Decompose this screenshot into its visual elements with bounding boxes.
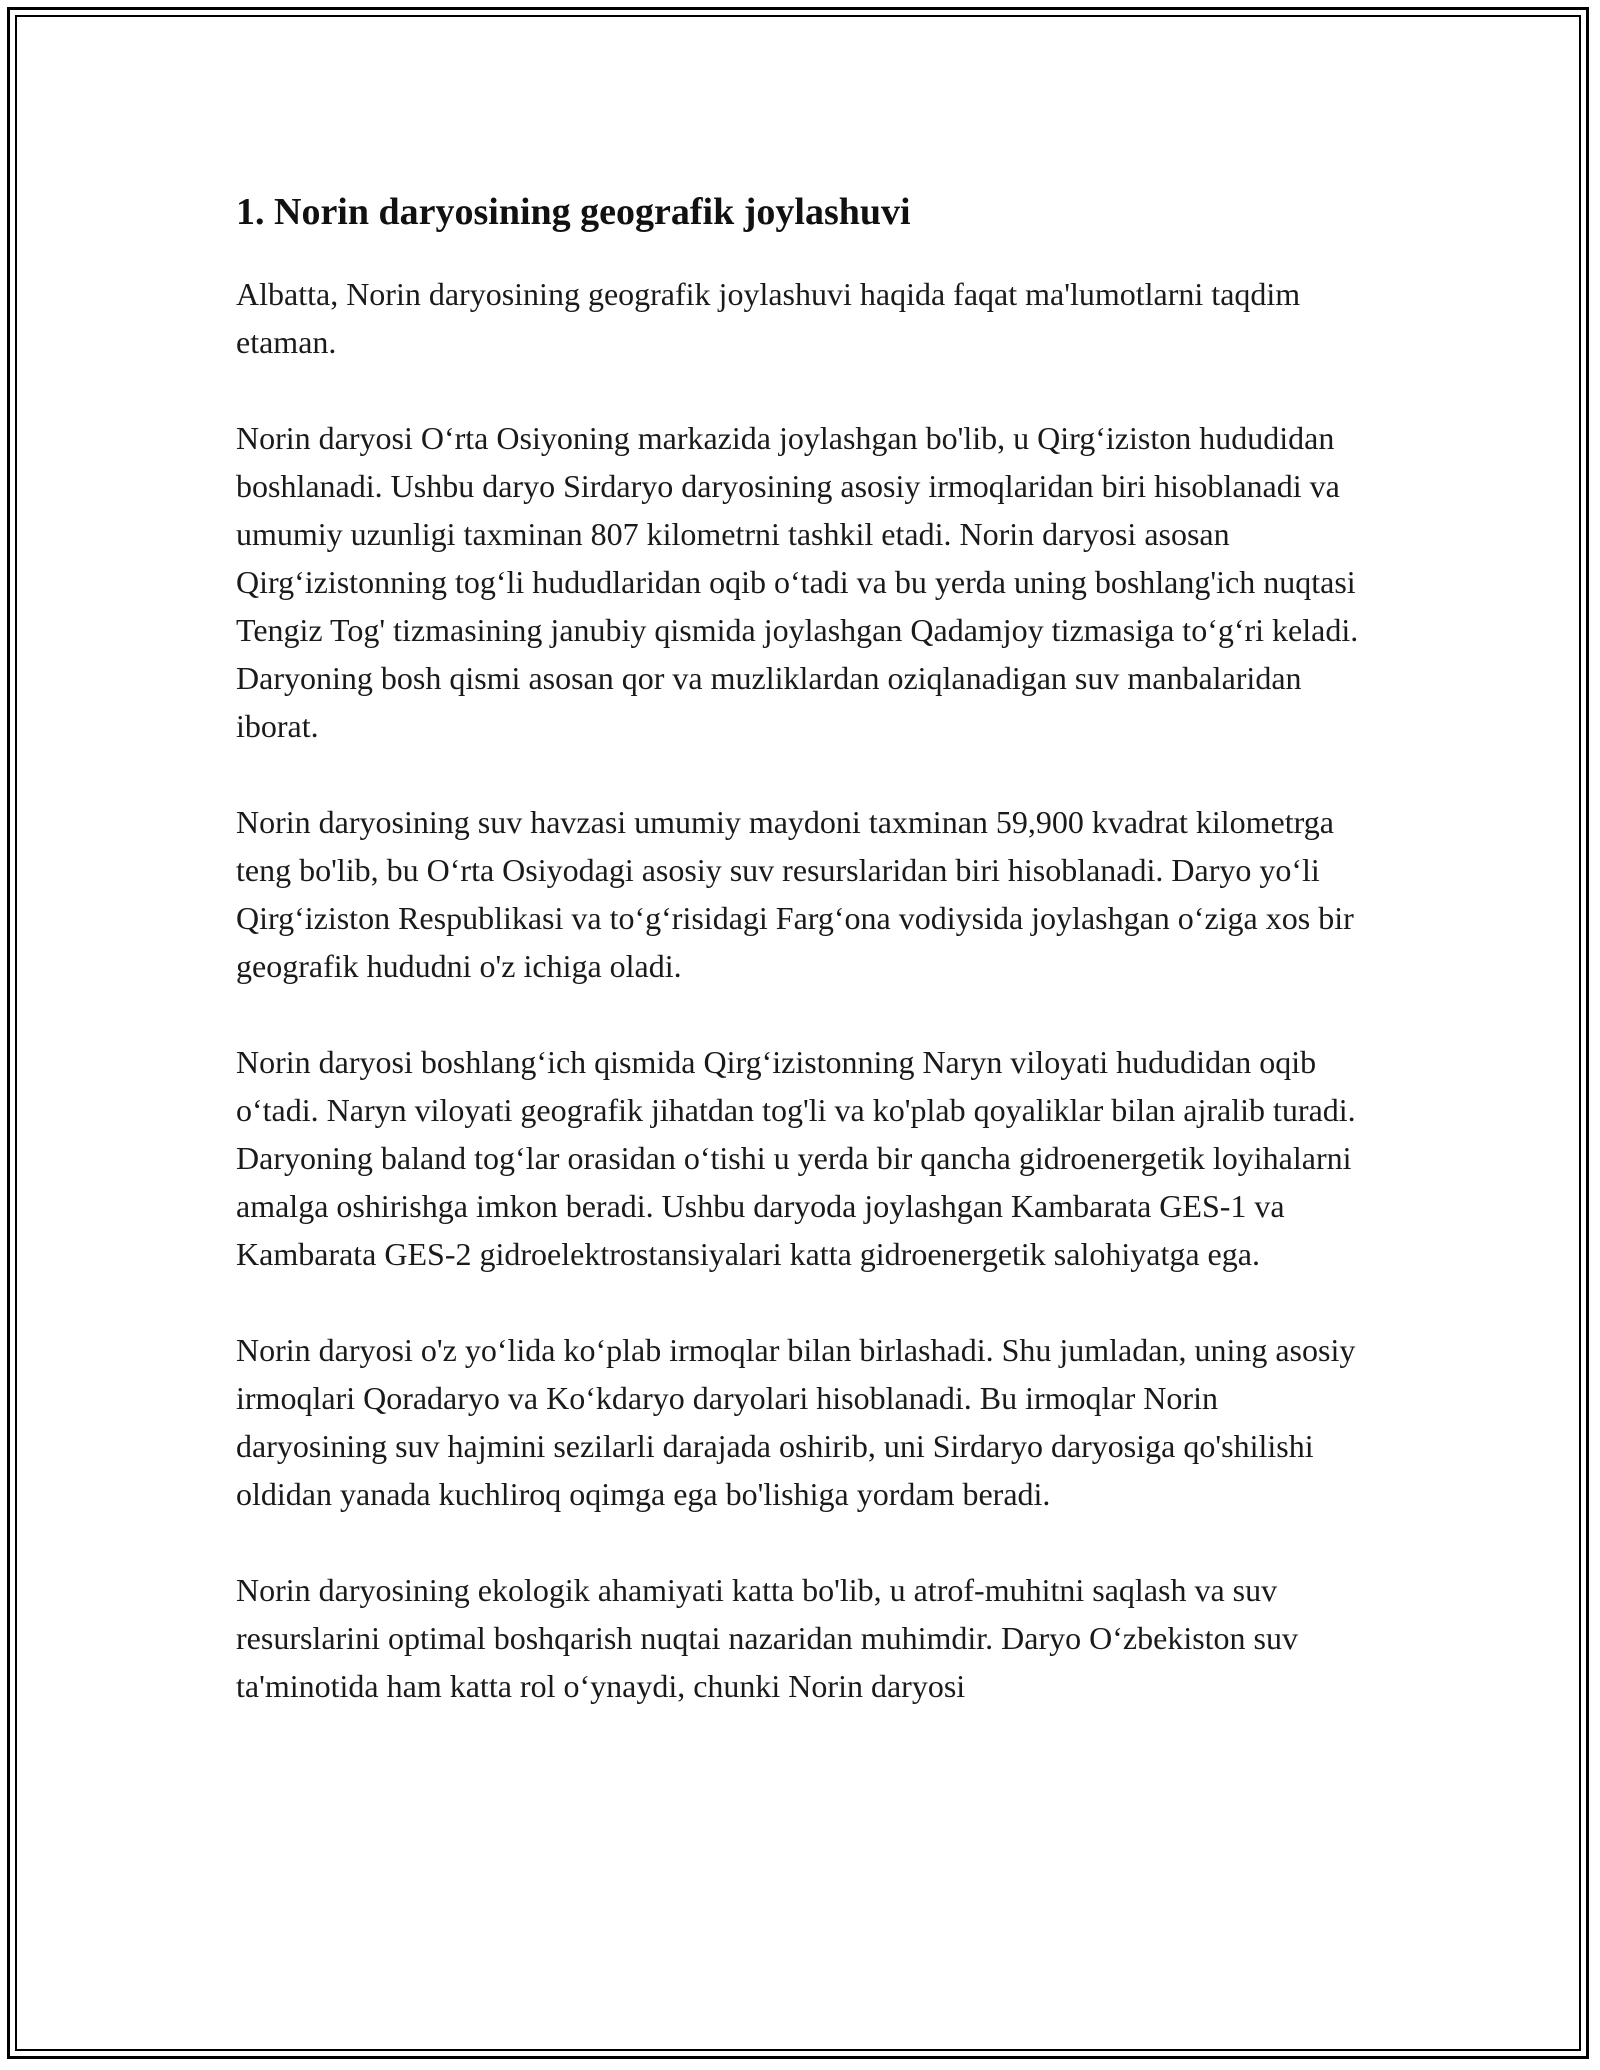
- document-body: [236, 188, 1376, 1758]
- section-heading: 1. Norin daryosining geografik joylashuvi: [236, 191, 911, 233]
- paragraph-intro: Albatta, Norin daryosining geografik joylashuvi haqida faqat ma'lumotlarni taqdim etaman.: [236, 276, 1301, 360]
- paragraph-basin: Norin daryosining suv havzasi umumiy maydoni taxminan 59,900 kvadrat kilometrga teng bo'lib, bu O‘rta Osiyodagi asosiy suv resurslaridan biri hisoblanadi. Daryo yo‘li Qirg‘iziston Respublikasi va to‘g‘risidagi Farg‘ona vodiysida joylashgan o‘ziga xos bir geografik hududni o'z ichiga oladi.: [236, 804, 1354, 984]
- paragraph-tributaries: Norin daryosi o'z yo‘lida ko‘plab irmoqlar bilan birlashadi. Shu jumladan, uning asosiy irmoqlari Qoradaryo va Ko‘kdaryo daryolari hisoblanadi. Bu irmoqlar Norin daryosining suv hajmini sezilarli darajada oshirib, uni Sirdaryo daryosiga qo'shilishi oldidan yanada kuchliroq oqimga ega bo'lishiga yordam beradi.: [236, 1332, 1356, 1512]
- paragraph-naryn-region: Norin daryosi boshlang‘ich qismida Qirg‘izistonning Naryn viloyati hududidan oqib o‘tadi. Naryn viloyati geografik jihatdan tog'li va ko'plab qoyaliklar bilan ajralib turadi. Daryoning baland tog‘lar orasidan o‘tishi u yerda bir qancha gidroenergetik loyihalarni amalga oshirishga imkon beradi. Ushbu daryoda joylashgan Kambarata GES-1 va Kambarata GES-2 gidroelektrostansiyalari katta gidroenergetik salohiyatga ega.: [236, 1044, 1356, 1272]
- paragraph-ecology: Norin daryosining ekologik ahamiyati katta bo'lib, u atrof-muhitni saqlash va suv resurslarini optimal boshqarish nuqtai nazaridan muhimdir. Daryo O‘zbekiston suv ta'minotida ham katta rol o‘ynaydi, chunki Norin daryosi: [236, 1572, 1298, 1704]
- paragraph-location: Norin daryosi O‘rta Osiyoning markazida joylashgan bo'lib, u Qirg‘iziston hududidan boshlanadi. Ushbu daryo Sirdaryo daryosining asosiy irmoqlaridan biri hisoblanadi va umumiy uzunligi taxminan 807 kilometrni tashkil etadi. Norin daryosi asosan Qirg‘izistonning tog‘li hududlaridan oqib o‘tadi va bu yerda uning boshlang'ich nuqtasi Tengiz Tog' tizmasining janubiy qismida joylashgan Qadamjoy tizmasiga to‘g‘ri keladi. Daryoning bosh qismi asosan qor va muzliklardan oziqlanadigan suv manbalaridan iborat.: [236, 420, 1359, 744]
